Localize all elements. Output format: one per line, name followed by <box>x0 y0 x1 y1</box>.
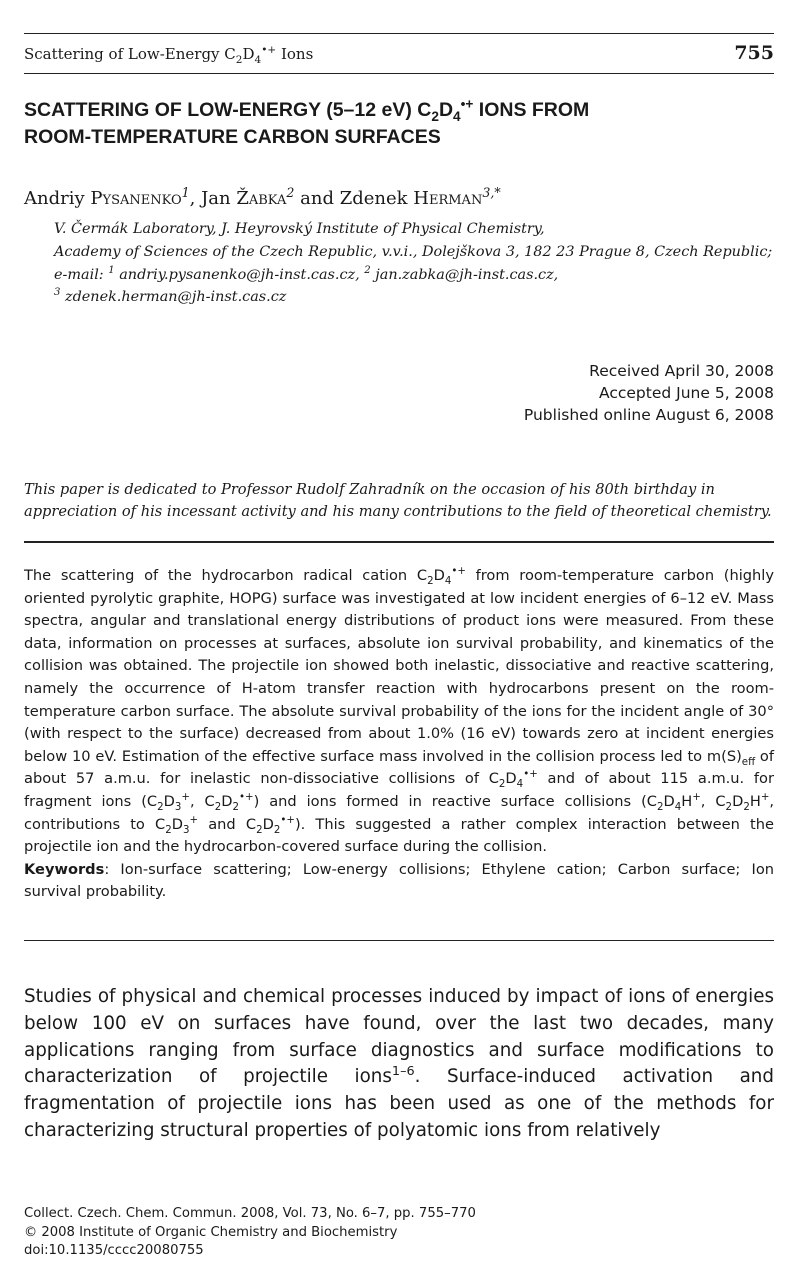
email-link[interactable]: andriy.pysanenko@jh-inst.cas.cz, <box>114 266 365 283</box>
accepted-date: Accepted June 5, 2008 <box>599 384 774 402</box>
page-number: 755 <box>734 42 774 64</box>
email-link[interactable]: zdenek.herman@jh-inst.cas.cz <box>60 289 287 306</box>
citation-ref[interactable]: 1–6 <box>391 1064 415 1080</box>
copyright: © 2008 Institute of Organic Chemistry and Biochemistry <box>24 1224 398 1240</box>
running-header <box>24 33 774 74</box>
dedication: This paper is dedicated to Professor Rudolf Zahradník on the occasion of his 80th birthday in appreciation of his incessant activity and his many contributions to the field of theoretical chemistry. <box>24 481 772 520</box>
footer <box>24 1205 774 1261</box>
author: Zdenek Herman$^{3,*}$ <box>339 185 501 209</box>
journal-citation: Collect. Czech. Chem. Commun. 2008, Vol. 73, No. 6–7, pp. 755–770 <box>24 1206 476 1221</box>
abstract-text: The scattering of the hydrocarbon radical cation $C_2D_4^{•+}$ from room-temperature carbon (highly oriented pyrolytic graphite, HOPG) surface was investigated at low incident energies of 6–12 eV. Mass spectra, angular and translational energy distributions of product ions were measured. From these data, information on processes at surfaces, absolute ion survival probability, and kinematics of the collision was obtained. The projectile ion showed both inelastic, dissociative and reactive scattering, namely the occurrence of H-atom transfer reaction with hydrocarbons present on the room-temperature carbon surface. The absolute survival probability of the ions for the incident angle of 30° (with respect to the surface) decreased from about 1.0% (16 eV) towards zero at incident energies below 10 eV. Estimation of the effective surface mass involved in the collision process led to $m(S)_{eff}$ of about 57 a.m.u. for inelastic non-dissociative collisions of $C_2D_4^{•+}$ and of about 115 a.m.u. for fragment ions ($C_2D_3^+$, $C_2D_2^{•+}$) and ions formed in reactive surface collisions ($C_2D_4H^+$, $C_2D_2H^+$, contributions to $C_2D_3^+$ and $C_2D_2^{•+}$). This suggested a rather complex interaction between the projectile ion and the hydrocarbon-covered surface during the collision. <box>24 566 775 856</box>
author: Jan Žabka$^2$ <box>201 185 295 209</box>
published-date: Published online August 6, 2008 <box>523 406 774 424</box>
abstract-top-rule <box>24 541 774 543</box>
received-date: Received April 30, 2008 <box>589 362 774 380</box>
author: Andriy Pysanenko$^1$ <box>24 185 190 209</box>
author-list: Andriy Pysanenko$^1$, Jan Žabka$^2$ and Zdenek Herman$^{3,*}$ <box>24 185 501 209</box>
body-paragraph: Studies of physical and chemical processes induced by impact of ions of energies below 100 eV on surfaces have found, over the last two decades, many applications ranging from surface diagnostics and surface modifications to characterization of projectile ions$^{1-6}$. Surface-induced activation and fragmentation of projectile ions has been used as one of the methods for characterizing structural properties of polyatomic ions from relatively <box>24 986 774 1141</box>
email-link[interactable]: jan.zabka@jh-inst.cas.cz, <box>370 266 559 283</box>
article-title: SCATTERING OF LOW-ENERGY (5–12 eV) $C_2D_4^{•+}$ IONS FROM ROOM-TEMPERATURE CARBON SURFACES <box>24 96 590 148</box>
affiliation: V. Čermák Laboratory, J. Heyrovský Institute of Physical Chemistry, Academy of Sciences of the Czech Republic, v.v.i., Dolejškova 3, 182 23 Prague 8, Czech Republic; e-mail: $^1$ andriy.pysanenko@jh-inst.cas.cz, $^2$ jan.zabka@jh-inst.cas.cz, $^3$ zdenek.herman@jh-inst.cas.cz <box>54 221 773 306</box>
publication-dates <box>524 360 774 426</box>
abstract-bottom-rule <box>24 940 774 941</box>
doi[interactable]: doi:10.1135/cccc20080755 <box>24 1243 204 1258</box>
keywords: Keywords: Ion-surface scattering; Low-energy collisions; Ethylene cation; Carbon surface; Ion survival probability. <box>24 860 774 901</box>
abstract <box>24 565 774 904</box>
running-title: Scattering of Low-Energy $C_2D_4^{•+}$ Ions <box>24 44 314 66</box>
header-bottom-rule <box>24 73 774 74</box>
